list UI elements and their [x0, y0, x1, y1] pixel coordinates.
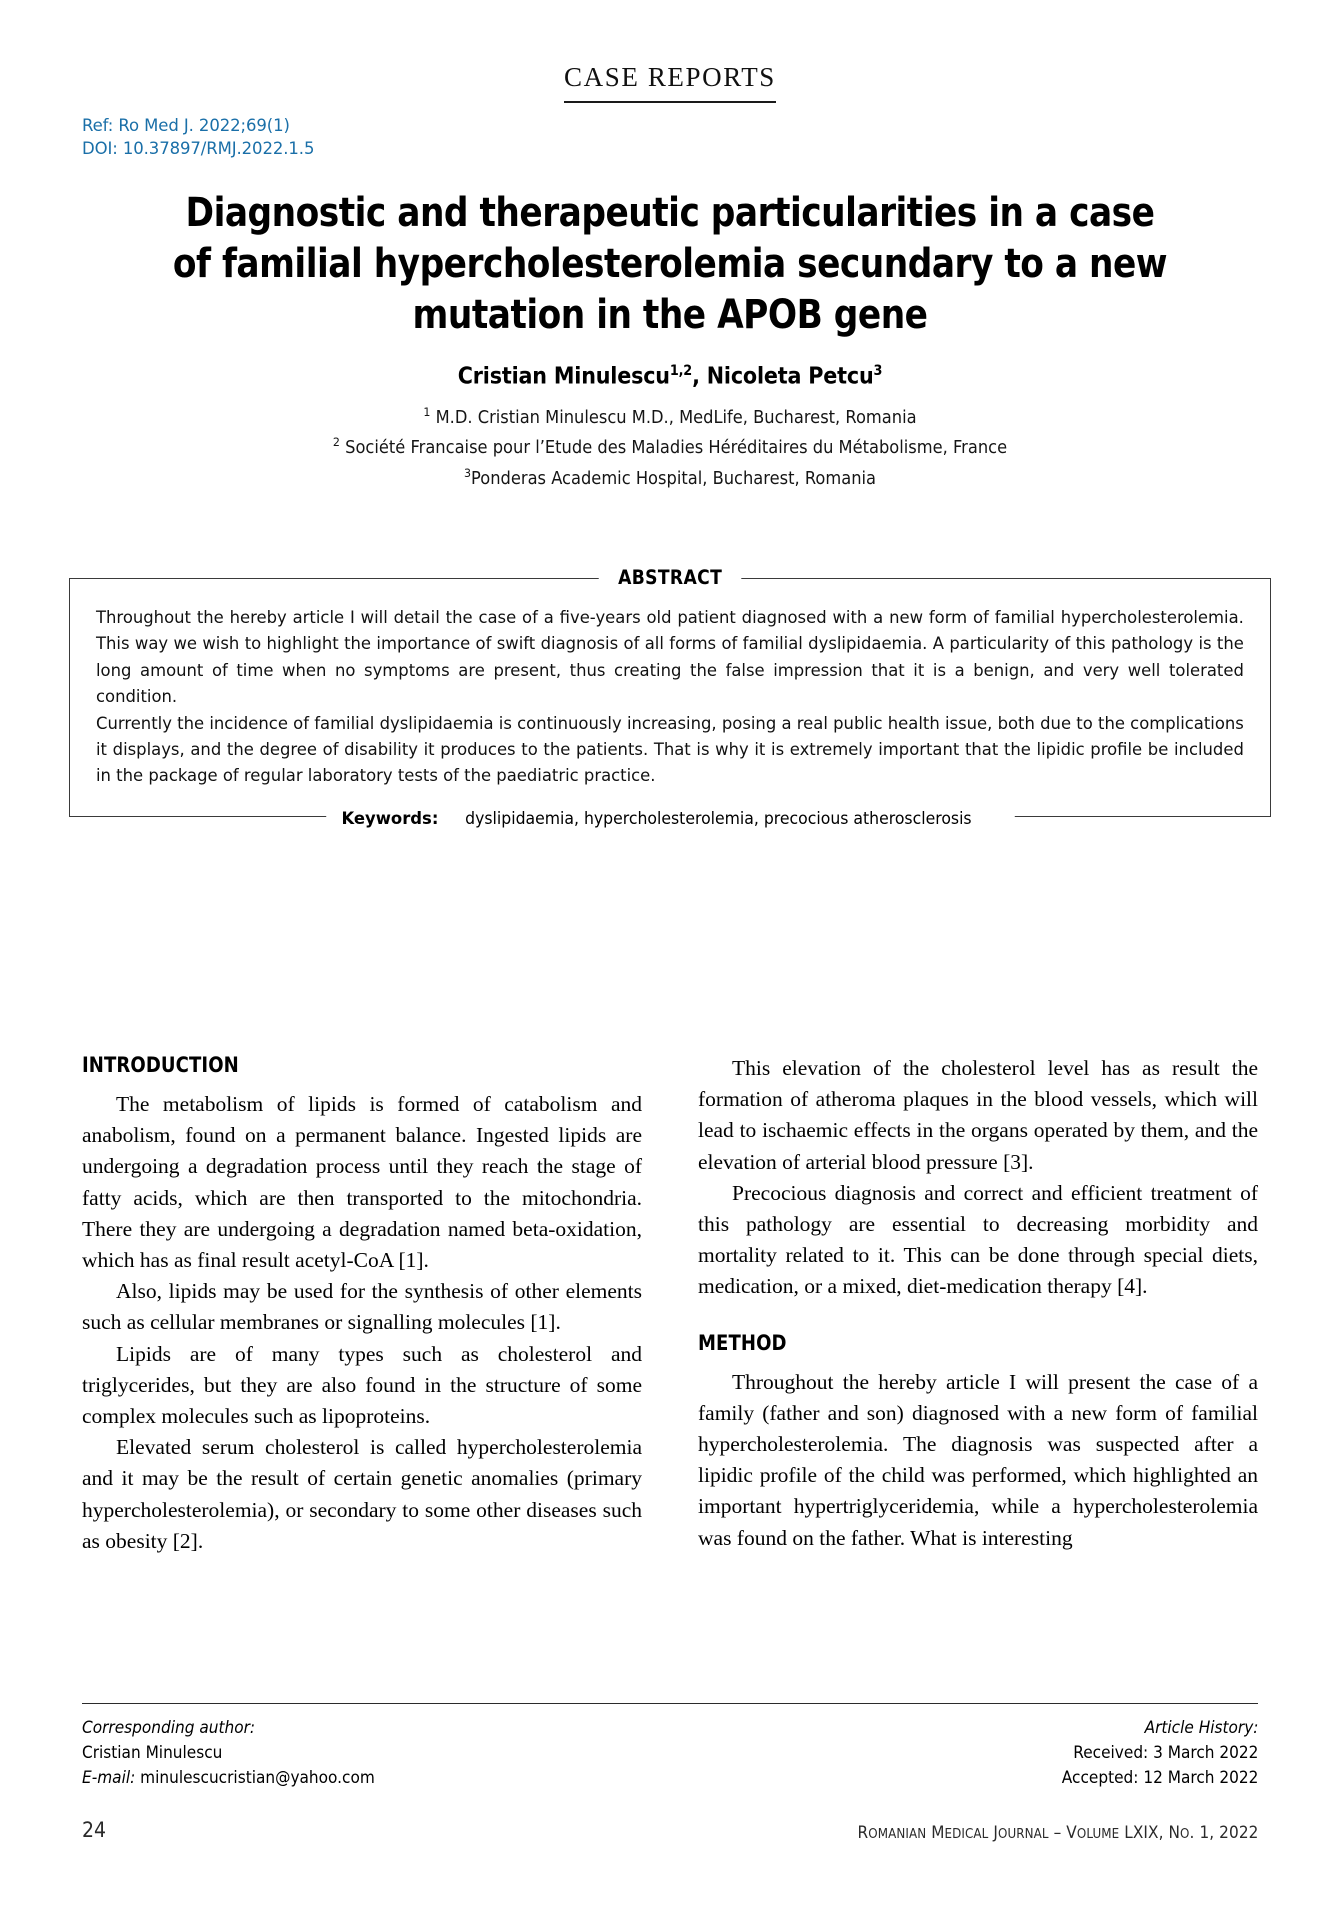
corresponding-author-block — [82, 1715, 375, 1790]
page-title: Diagnostic and therapeutic particularities in a case of familial hypercholesterolemia secundary to a new mutation in the APOB gene — [172, 190, 1168, 338]
author-sup-1: 1,2 — [669, 363, 693, 379]
journal-footer-vol: LXIX, N — [1118, 1823, 1180, 1843]
reference-line: Ref: Ro Med J. 2022;69(1) — [82, 116, 290, 135]
paragraph: Also, lipids may be used for the synthesis of other elements such as cellular membranes or signalling molecules [1]. — [82, 1279, 642, 1335]
keywords-value: dyslipidaemia, hypercholesterolemia, precocious atherosclerosis — [451, 809, 987, 829]
section-heading-introduction: INTRODUCTION — [82, 1053, 239, 1077]
abstract-paragraph: Currently the incidence of familial dyslipidaemia is continuously increasing, posing a real public health issue, both due to the complications it displays, and the degree of disability it produces to the patients. That is why it is extremely important that the lipidic profile be included in the package of regular laboratory tests of the paediatric practice. — [96, 713, 1244, 787]
running-head-container — [0, 62, 1340, 103]
article-history-block — [1061, 1715, 1258, 1790]
journal-footer-o: O — [1179, 1827, 1190, 1842]
affiliation-text: Ponderas Academic Hospital, Bucharest, Romania — [471, 468, 877, 489]
author-sup-2: 3 — [873, 363, 883, 379]
journal-footer-ournal: OURNAL — [997, 1827, 1049, 1842]
journal-footer-olume: OLUME — [1076, 1827, 1119, 1842]
author-name-1: Cristian Minulescu — [457, 363, 670, 390]
footnote-divider — [82, 1703, 1258, 1704]
email-label: E-mail: — [82, 1768, 136, 1787]
paragraph: The metabolism of lipids is formed of catabolism and anabolism, found on a permanent balance. Ingested lipids are undergoing a degradation process until they reach the stage of fatty acids, which are then transported to the mitochondria. There they are undergoing a degradation named beta-oxidation, which has as final result acetyl-CoA [1]. — [82, 1092, 642, 1273]
corresponding-author-name: Cristian Minulescu — [82, 1743, 223, 1762]
keywords-legend — [70, 809, 1270, 829]
column-left — [82, 1053, 642, 1557]
reference-block — [82, 114, 314, 160]
abstract-paragraph: Throughout the hereby article I will detail the case of a five-years old patient diagnosed with a new form of familial hypercholesterolemia. This way we wish to highlight the importance of swift diagnosis of all forms of familial dyslipidaemia. A particularity of this pathology is the long amount of time when no symptoms are present, thus creating the false impression that it is a benign, and very well tolerated condition. — [96, 608, 1244, 708]
keywords-line — [326, 809, 1014, 829]
affiliation-sup: 1 — [423, 405, 431, 419]
abstract-box — [69, 566, 1271, 829]
affiliation-text: Société Francaise pour l’Etude des Maladies Héréditaires du Métabolisme, France — [345, 438, 1008, 459]
author-name-2: Nicoleta Petcu — [706, 363, 874, 390]
abstract-legend — [70, 566, 1270, 589]
corresponding-author-email[interactable] — [82, 1765, 375, 1790]
affiliation-text: M.D. Cristian Minulescu M.D., MedLife, Bucharest, Romania — [435, 407, 917, 428]
section-heading-method: METHOD — [698, 1330, 787, 1355]
journal-footer-edical: EDICAL — [944, 1827, 988, 1842]
body-columns — [82, 1053, 1258, 1653]
paragraph: Precocious diagnosis and correct and efficient treatment of this pathology are essential to decreasing morbidity and mortality related to it. This can be done through special diets, medication, or a mixed, diet-medication therapy [4]. — [698, 1180, 1258, 1299]
article-history-accepted: Accepted: 12 March 2022 — [1061, 1768, 1258, 1787]
page-number: 24 — [82, 1818, 107, 1842]
journal-footer-rest: . 1, 2022 — [1189, 1823, 1258, 1843]
running-head: CASE REPORTS — [564, 62, 776, 103]
author-separator: , — [692, 363, 707, 390]
journal-footer-j: J — [987, 1823, 998, 1843]
doi-line[interactable]: DOI: 10.37897/RMJ.2022.1.5 — [82, 139, 315, 158]
affiliation-list — [132, 400, 1207, 491]
paragraph: Elevated serum cholesterol is called hypercholesterolemia and it may be the result of certain genetic anomalies (primary hypercholesterolemia), or secondary to some other diseases such as obesity [2]. — [82, 1435, 642, 1553]
affiliation-sup: 2 — [332, 435, 340, 450]
journal-footer-line — [857, 1823, 1258, 1843]
article-history-received: Received: 3 March 2022 — [1072, 1743, 1258, 1762]
affiliation-item — [132, 461, 1207, 491]
abstract-body — [96, 605, 1244, 790]
email-value[interactable]: minulescucristian@yahoo.com — [135, 1768, 375, 1787]
paragraph: Throughout the hereby article I will present the case of a family (father and son) diagnosed with a new form of familial hypercholesterolemia. The diagnosis was suspected after a lipidic profile of the child was performed, which highlighted an important hypertriglyceridemia, while a hypercholesterolemia was found on the father. What is interesting — [698, 1369, 1258, 1550]
journal-footer-m: M — [925, 1823, 945, 1843]
journal-footer-dash: – V — [1048, 1823, 1077, 1843]
affiliation-item — [132, 430, 1207, 460]
keywords-label: Keywords: — [341, 808, 439, 829]
column-right — [698, 1053, 1258, 1554]
affiliation-item — [132, 400, 1207, 430]
corresponding-author-label: Corresponding author: — [82, 1718, 256, 1737]
affiliation-sup: 3 — [463, 465, 472, 480]
paragraph: Lipids are of many types such as cholesterol and triglycerides, but they are also found in the structure of some complex molecules such as lipoproteins. — [82, 1341, 642, 1429]
abstract-legend-label: ABSTRACT — [599, 566, 742, 589]
journal-footer-omanian: OMANIAN — [867, 1827, 926, 1842]
author-list — [150, 363, 1190, 390]
journal-footer-r: R — [857, 1823, 868, 1843]
article-history-label: Article History: — [1144, 1718, 1258, 1737]
paragraph: This elevation of the cholesterol level has as result the formation of atheroma plaques in the blood vessels, which will lead to ischaemic effects in the organs operated by them, and the elevation of arterial blood pressure [3]. — [698, 1056, 1258, 1174]
